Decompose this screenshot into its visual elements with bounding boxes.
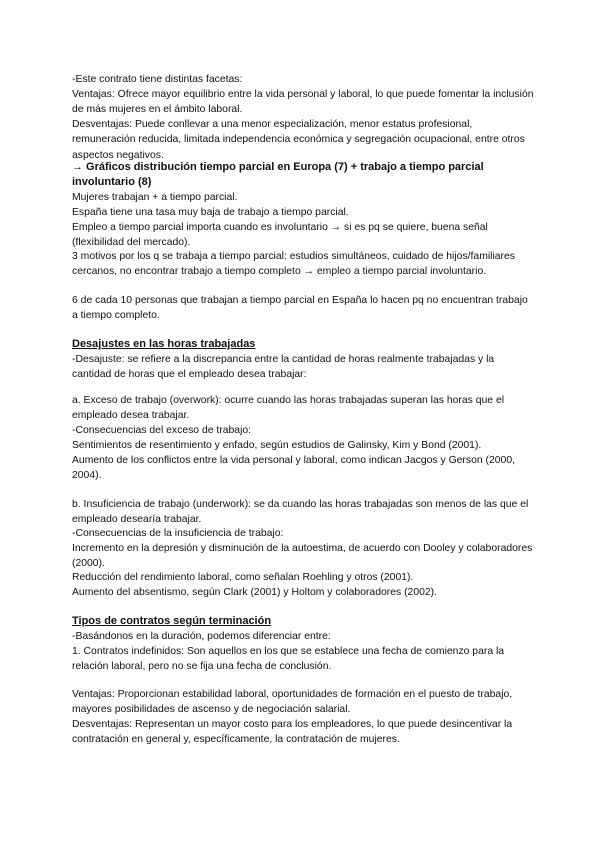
overwork-consequences-label: -Consecuencias del exceso de trabajo:	[72, 425, 252, 436]
empleo-paragraph: Empleo a tiempo parcial importa cuando es involuntario → si es pq se quiere, buena señal (flexibilidad del mercado).	[72, 222, 488, 249]
section-heading-tipos-contratos: Tipos de contratos según terminación	[72, 615, 272, 627]
overwork-consequence-1: Sentimientos de resentimiento y enfado, según estudios de Galinsky, Kim y Bond (2001).	[72, 440, 482, 451]
mujeres-line: Mujeres trabajan + a tiempo parcial.	[72, 192, 238, 203]
overwork-paragraph: a. Exceso de trabajo (overwork): ocurre cuando las horas trabajadas superan las horas que el empleado desea trabajar.	[72, 395, 505, 422]
espana-line: España tiene una tasa muy baja de trabajo a tiempo parcial.	[72, 207, 349, 218]
indefinidos-desventajas-paragraph: Desventajas: Representan un mayor costo para los empleadores, lo que puede desincentivar la contratación en general y, específicamente, la contratación de mujeres.	[72, 719, 513, 746]
section-heading-desajustes: Desajustes en las horas trabajadas	[72, 338, 256, 350]
desajuste-definition: -Desajuste: se refiere a la discrepancia entre la cantidad de horas realmente trabajadas y la cantidad de horas que el empleado desea trabajar:	[72, 354, 495, 381]
indefinidos-ventajas-paragraph: Ventajas: Proporcionan estabilidad laboral, oportunidades de formación en el puesto de trabajo, mayores posibilidades de ascenso y de negociación salarial.	[72, 689, 513, 716]
ventajas-paragraph: Ventajas: Ofrece mayor equilibrio entre la vida personal y laboral, lo que puede fomentar la inclusión de más mujeres en el ámbito laboral.	[72, 89, 534, 116]
underwork-consequence-2: Reducción del rendimiento laboral, como señalan Roehling y otros (2001).	[72, 572, 414, 583]
underwork-consequence-3: Aumento del absentismo, según Clark (2001) y Holtom y colaboradores (2002).	[72, 587, 438, 598]
motivos-paragraph: 3 motivos por los q se trabaja a tiempo parcial: estudios simultáneos, cuidado de hijos/familiares cercanos, no encontrar trabajo a tiempo completo → empleo a tiempo parcial involuntario.	[72, 251, 515, 278]
overwork-consequence-2: Aumento de los conflictos entre la vida personal y laboral, como indican Jacgos y Gerson (2000, 2004).	[72, 455, 515, 482]
desventajas-paragraph: Desventajas: Puede conllevar a una menor especialización, menor estatus profesional, remuneración reducida, limitada independencia económica y segregación ocupacional, entre otros aspectos negativos.	[72, 119, 525, 161]
seis-de-diez-paragraph: 6 de cada 10 personas que trabajan a tiempo parcial en España lo hacen pq no encuentran trabajo a tiempo completo.	[72, 295, 528, 322]
contratos-indefinidos-paragraph: 1. Contratos indefinidos: Son aquellos en los que se establece una fecha de comienzo para la relación laboral, pero no se fija una fecha de conclusión.	[72, 646, 505, 673]
duracion-line: -Basándonos en la duración, podemos diferenciar entre:	[72, 631, 331, 642]
underwork-consequence-1: Incremento en la depresión y disminución de la autoestima, de acuerdo con Dooley y colaboradores (2000).	[72, 543, 533, 570]
graficos-heading: → Gráficos distribución tiempo parcial en Europa (7) + trabajo a tiempo parcial involuntario (8)	[72, 161, 484, 189]
intro-line: -Este contrato tiene distintas facetas:	[72, 74, 243, 85]
underwork-paragraph: b. Insuficiencia de trabajo (underwork): se da cuando las horas trabajadas son menos de las que el empleado desearía trabajar.	[72, 499, 529, 526]
underwork-consequences-label: -Consecuencias de la insuficiencia de trabajo:	[72, 528, 284, 539]
